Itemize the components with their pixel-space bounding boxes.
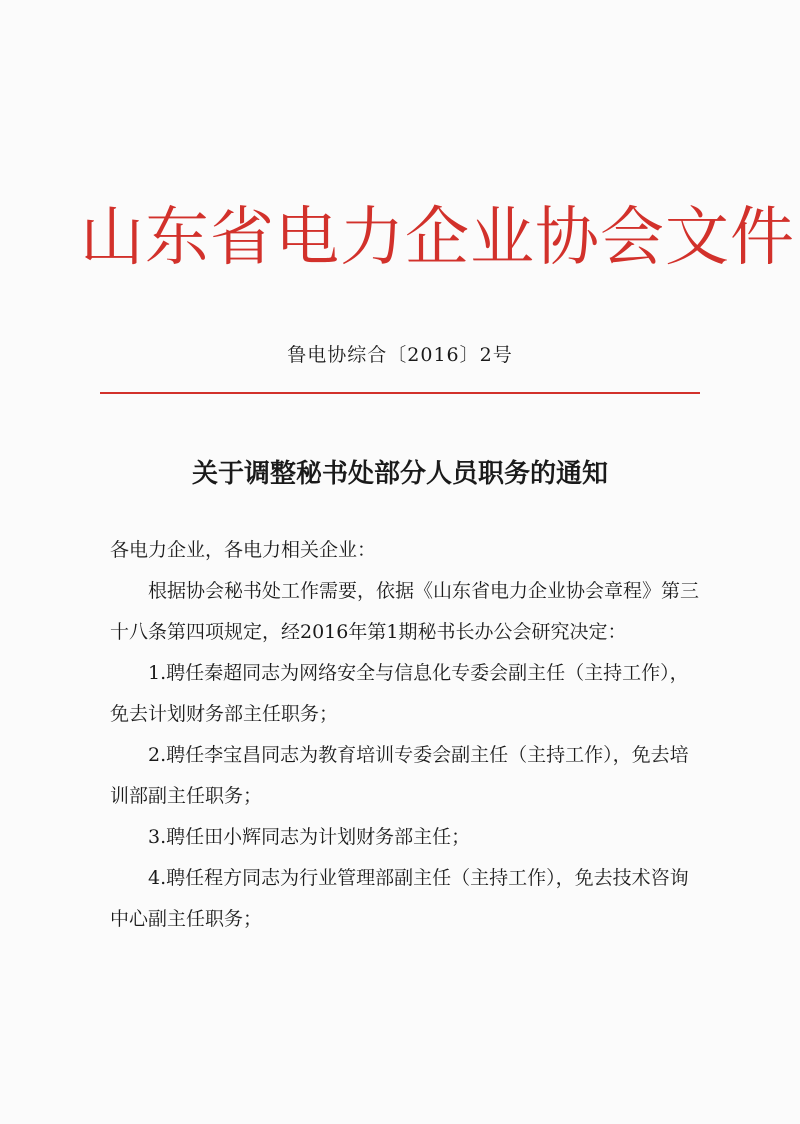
header-title: 山东省电力企业协会文件 [80,201,795,275]
red-divider [100,392,700,394]
salutation: 各电力企业，各电力相关企业： [110,539,377,561]
list-item: 1.聘任秦超同志为网络安全与信息化专委会副主任（主持工作），免去计划财务部主任职务； [110,662,689,725]
document-body [110,530,700,940]
list-item: 2.聘任李宝昌同志为教育培训专委会副主任（主持工作），免去培训部副主任职务； [110,744,689,807]
notice-title: 关于调整秘书处部分人员职务的通知 [191,459,608,489]
intro-paragraph: 根据协会秘书处工作需要，依据《山东省电力企业协会章程》第三十八条第四项规定，经2016年第1期秘书长办公会研究决定： [110,580,700,643]
list-item: 4.聘任程方同志为行业管理部副主任（主持工作），免去技术咨询中心副主任职务； [110,867,689,930]
list-item: 3.聘任田小辉同志为计划财务部主任； [148,826,471,848]
document-number: 鲁电协综合〔2016〕2号 [287,344,513,366]
